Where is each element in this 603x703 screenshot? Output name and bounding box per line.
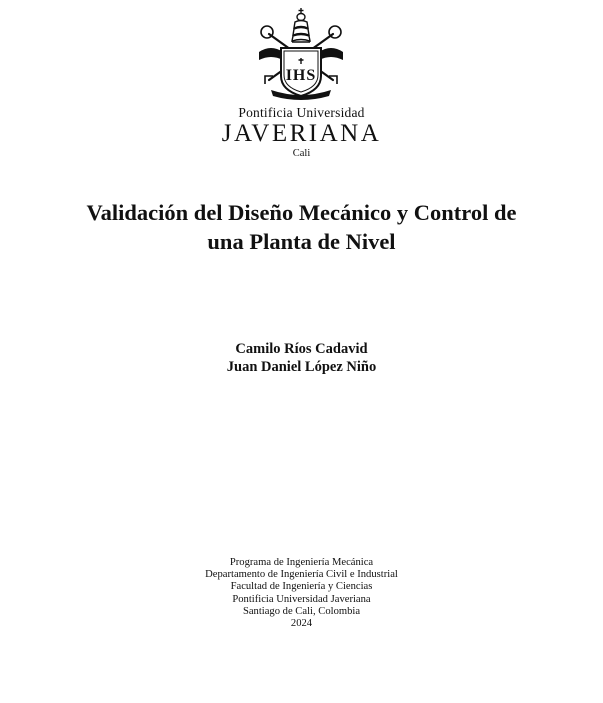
university-prefix: Pontificia Universidad	[238, 105, 365, 120]
institution-name: Pontificia Universidad Javeriana	[232, 593, 371, 605]
university-name: JAVERIANA	[221, 120, 382, 147]
faculty-name: Facultad de Ingeniería y Ciencias	[230, 581, 373, 593]
author-name: Camilo Ríos Cadavid	[235, 341, 368, 357]
program-name: Programa de Ingeniería Mecánica	[229, 557, 374, 568]
thesis-title-line-2: una Planta de Nivel	[207, 229, 396, 254]
thesis-title-line-1: Validación del Diseño Mecánico y Control de	[86, 200, 517, 225]
authors-block	[0, 340, 603, 376]
author-name: Juan Daniel López Niño	[226, 359, 377, 375]
year: 2024	[290, 618, 313, 630]
location: Santiago de Cali, Colombia	[242, 605, 361, 617]
thesis-title	[30, 198, 573, 256]
university-crest-logo	[251, 4, 351, 104]
affiliation-block	[0, 557, 603, 630]
university-city: Cali	[292, 148, 311, 159]
crest-monogram: IHS	[285, 67, 317, 84]
department-name: Departamento de Ingeniería Civil e Industrial	[205, 569, 398, 581]
